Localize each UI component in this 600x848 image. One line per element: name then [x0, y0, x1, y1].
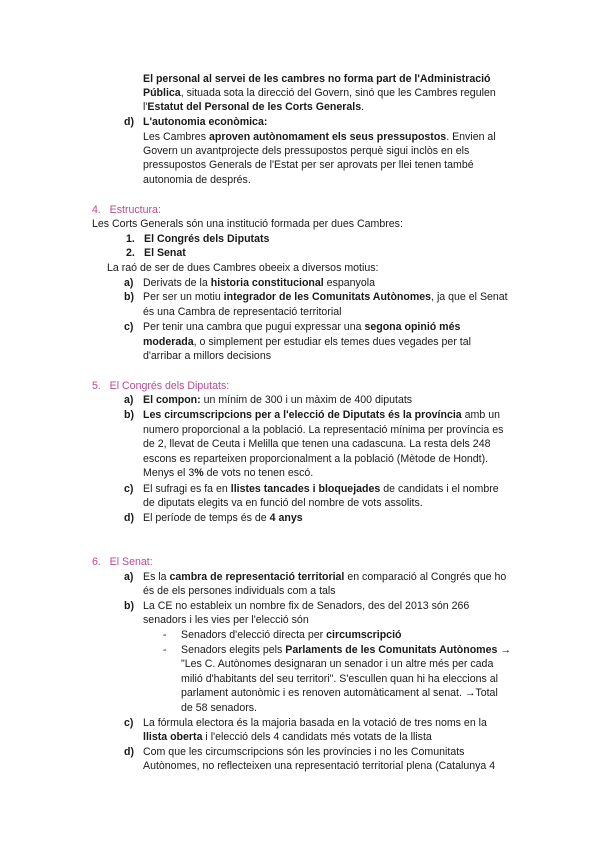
s4-item-2: El Senat	[144, 247, 186, 259]
item-d-line-2: Govern un avantprojecte dels pressupostos perquè sigui inclòs en els	[143, 145, 470, 157]
s6-a-line-1: Es la cambra de representació territorial en comparació al Congrés que ho	[143, 571, 507, 583]
s5-a: El compon: un mínim de 300 i un màxim de 400 diputats	[143, 394, 413, 406]
item-d-heading: L'autonomia econòmica:	[143, 116, 268, 128]
s4-reasons: La raó de ser de dues Cambres obeeix a diversos motius:	[107, 262, 379, 274]
s4-intro: Les Corts Generals són una institució formada per dues Cambres:	[92, 218, 403, 230]
s6-d-line-2: Autònomes, no reflecteixen una representació territorial plena (Catalunya 4	[143, 760, 496, 772]
s6-sub-2-line-5: de 58 senadors.	[181, 702, 257, 714]
list-marker: b)	[124, 409, 134, 421]
section-6-title: 6. El Senat:	[92, 556, 153, 568]
s4-a: Derivats de la historia constitucional espanyola	[143, 277, 375, 289]
list-marker: d)	[124, 116, 134, 128]
s6-c-line-2: llista oberta i l'elecció dels 4 candidats més votats de la llista	[143, 731, 432, 743]
list-marker: a)	[124, 394, 134, 406]
s6-sub-2-line-2: "Les C. Autònomes designaran un senador i un altre més per cada	[181, 658, 494, 670]
s5-b-line-1: Les circumscripcions per a l'elecció de Diputats és la província amb un	[143, 409, 500, 421]
item-d-line-4: autonomia de després.	[143, 174, 251, 186]
s5-c-line-2: de diputats elegits va en funció del nombre de vots assolits.	[143, 497, 423, 509]
s5-b-line-4: escons es reparteixen proporcionalment a la població (Mètode de Hondt).	[143, 453, 489, 465]
list-marker: c)	[124, 321, 134, 333]
s4-c-line-2: moderada, o simplement per estudiar els temes dues vegades per tal	[143, 336, 471, 348]
s5-d: El període de temps és de 4 anys	[143, 512, 303, 524]
list-marker: c)	[124, 717, 134, 729]
item-d-line-1: Les Cambres aproven autònomament els seus pressupostos. Envien al	[143, 131, 496, 143]
s6-d-line-1: Com que les circumscripcions són les províncies i no les Comunitats	[143, 746, 465, 758]
s5-b-line-3: de 2, llevat de Ceuta i Melilla que tenen una cadascuna. La resta dels 248	[143, 438, 491, 450]
s6-sub-2: Senadors elegits pels Parlaments de les Comunitats Autònomes →	[181, 644, 511, 656]
s5-b-line-5: Menys el 3% de vots no tenen escó.	[143, 467, 314, 479]
list-marker: 2.	[126, 247, 135, 259]
list-marker: d)	[124, 746, 134, 758]
s4-c-line-1: Per tenir una cambra que pugui expressar una segona opinió més	[143, 321, 461, 333]
list-marker: d)	[124, 512, 134, 524]
s6-c-line-1: La fórmula electora és la majoria basada en la votació de tres noms en la	[143, 717, 487, 729]
s4-c-line-3: d'arribar a millors decisions	[143, 350, 272, 362]
intro-line-3: l'Estatut del Personal de les Corts Generals.	[143, 101, 365, 113]
s4-b-line-2: és una Cambra de representació territorial	[143, 306, 342, 318]
list-marker: a)	[124, 277, 134, 289]
list-marker: b)	[124, 291, 134, 303]
s4-b-line-1: Per ser un motiu integrador de les Comunitats Autònomes, ja que el Senat	[143, 291, 508, 303]
s4-item-1: El Congrés dels Diputats	[144, 233, 270, 245]
s6-a-line-2: és de els persones individuals com a tals	[143, 585, 336, 597]
item-d-line-3: pressupostos Generals de l'Estat per ser aprovats per llei tenen també	[143, 159, 474, 171]
s6-b-line-1: La CE no estableix un nombre fix de Senadors, des del 2013 són 266	[143, 600, 470, 612]
s6-sub-1: Senadors d'elecció directa per circumscripció	[181, 629, 402, 641]
intro-line-1: El personal al servei de les cambres no forma part de l'Administració	[143, 73, 491, 85]
dash-bullet: -	[163, 629, 167, 641]
list-marker: b)	[124, 600, 134, 612]
s6-sub-2-line-3: milió d'habitants del seu territori". S'escullen quan hi ha eleccions al	[181, 673, 498, 685]
section-5-title: 5. El Congrés dels Diputats:	[92, 380, 230, 392]
dash-bullet: -	[163, 644, 167, 656]
s5-c-line-1: El sufragi es fa en llistes tancades i bloquejades de candidats i el nombre	[143, 483, 499, 495]
s6-b-line-2: senadors i les vies per l'elecció són	[143, 614, 309, 626]
section-4-title: 4. Estructura:	[92, 204, 161, 216]
s6-sub-2-line-4: parlament autonòmic i es renoven automàticament al senat. →Total	[181, 687, 498, 699]
list-marker: c)	[124, 483, 134, 495]
list-marker: a)	[124, 571, 134, 583]
list-marker: 1.	[126, 233, 135, 245]
s5-b-line-2: numero proporcional a la població. La representació mínima per província es	[143, 424, 504, 436]
intro-line-2: Pública, situada sota la direcció del Govern, sinó que les Cambres regulen	[143, 87, 496, 99]
